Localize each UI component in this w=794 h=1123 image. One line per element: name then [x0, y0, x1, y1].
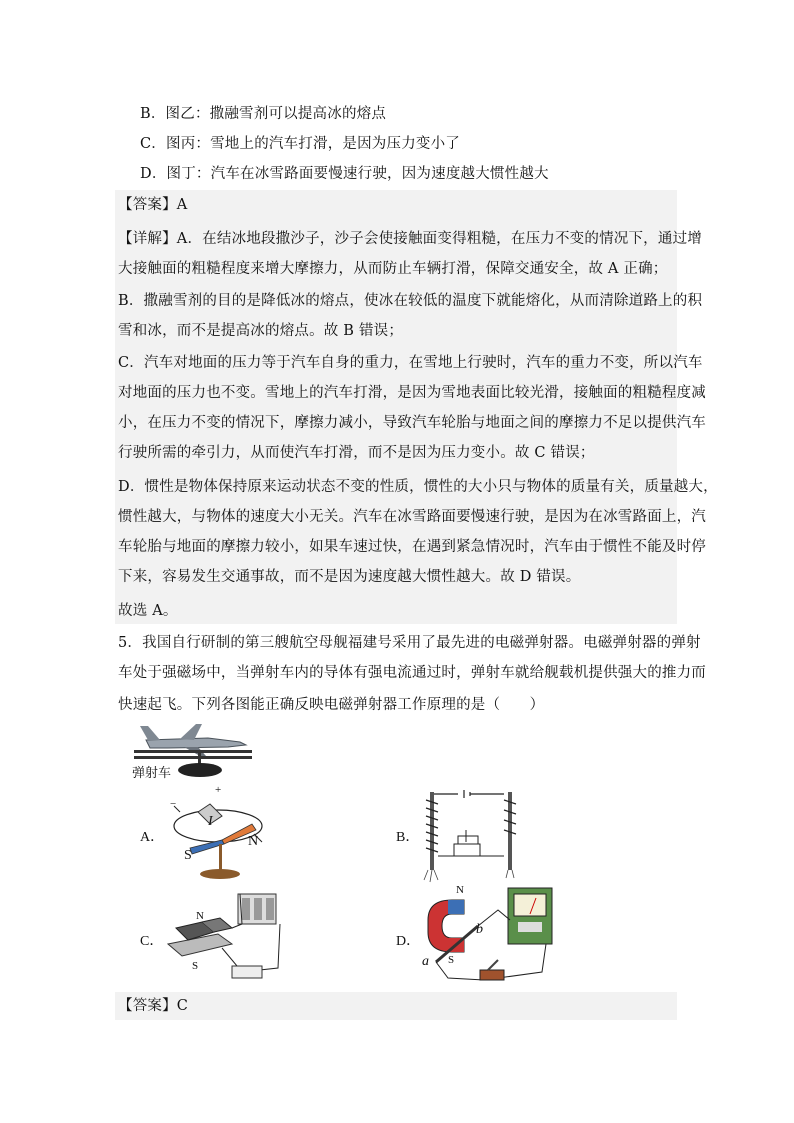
option-d: D．图丁：汽车在冰雪路面要慢速行驶，因为速度越大惯性越大	[140, 166, 549, 182]
explanation-line: 大接触面的粗糙程度来增大摩擦力，从而防止车辆打滑，保障交通安全，故 A 正确；	[118, 261, 668, 277]
wire-a-label: a	[422, 954, 429, 969]
electromagnet-icon	[418, 786, 528, 886]
current-label: I	[208, 814, 213, 829]
south-label: S	[184, 848, 192, 863]
explanation-line: 雪和冰，而不是提高冰的熔点。故 B 错误；	[118, 323, 404, 339]
conclusion: 故选 A。	[118, 603, 178, 619]
explanation-line: 行驶所需的牵引力，从而使汽车打滑，而不是因为压力变小。故 C 错误；	[118, 445, 595, 461]
option-b: B．图乙：撒融雪剂可以提高冰的熔点	[140, 106, 387, 122]
explanation-line: 车轮胎与地面的摩擦力较小，如果车速过快，在遇到紧急情况时，汽车由于惯性不能及时停	[118, 539, 706, 555]
figure-c-label: C．	[140, 934, 164, 949]
motor-figure	[162, 888, 292, 988]
generator-figure	[418, 880, 558, 988]
north-label-c: N	[196, 910, 204, 922]
explanation-line: 惯性越大，与物体的速度大小无关。汽车在冰雪路面要慢速行驶，是因为在冰雪路面上，汽	[118, 509, 706, 525]
figure-b-label: B．	[396, 830, 420, 845]
oersted-figure	[162, 786, 272, 886]
wire-b-label: b	[476, 922, 483, 937]
explanation-line: B．撒融雪剂的目的是降低冰的熔点，使冰在较低的温度下就能熔化，从而清除道路上的积	[118, 293, 703, 309]
plus-label: +	[215, 784, 222, 796]
explanation-line: 对地面的压力也不变。雪地上的汽车打滑，是因为雪地表面比较光滑，接触面的粗糙程度减	[118, 385, 706, 401]
question-5-line: 快速起飞。下列各图能正确反映电磁弹射器工作原理的是（ ）	[118, 697, 545, 713]
north-label-d: N	[456, 884, 464, 896]
question-5-line: 5．我国自行研制的第三艘航空母舰福建号采用了最先进的电磁弹射器。电磁弹射器的弹射	[118, 635, 701, 651]
explanation-line: D．惯性是物体保持原来运动状态不变的性质，惯性的大小只与物体的质量有关，质量越大，	[118, 479, 718, 495]
explanation-line: C．汽车对地面的压力等于汽车自身的重力，在雪地上行驶时，汽车的重力不变，所以汽车	[118, 355, 703, 371]
catapult-label: 弹射车	[132, 765, 172, 780]
magnet-galvanometer-icon	[418, 880, 558, 988]
question-5-line: 车处于强磁场中，当弹射车内的导体有强电流通过时，弹射车就给舰载机提供强大的推力而	[118, 665, 706, 681]
north-label: N	[248, 834, 259, 849]
electromagnet-figure	[418, 786, 528, 886]
answer-5: 【答案】C	[118, 998, 189, 1014]
south-label-d: S	[448, 954, 455, 966]
option-c: C．图丙：雪地上的汽车打滑，是因为压力变小了	[140, 136, 460, 152]
catapult-figure	[128, 718, 258, 783]
explanation-line: 下来，容易发生交通事故，而不是因为速度越大惯性越大。故 D 错误。	[118, 569, 581, 585]
explanation-background	[115, 190, 718, 624]
motor-icon	[162, 888, 292, 988]
figure-a-label: A．	[140, 830, 165, 845]
figure-d-label: D．	[396, 934, 421, 949]
answer-prev: 【答案】A	[118, 197, 188, 213]
explanation-line: 小，在压力不变的情况下，摩擦力减小，导致汽车轮胎与地面之间的摩擦力不足以提供汽车	[118, 415, 706, 431]
south-label-c: S	[192, 960, 199, 972]
minus-label: −	[170, 798, 177, 810]
explanation-line: 【详解】A．在结冰地段撒沙子，沙子会使接触面变得粗糙，在压力不变的情况下，通过增	[118, 231, 702, 247]
